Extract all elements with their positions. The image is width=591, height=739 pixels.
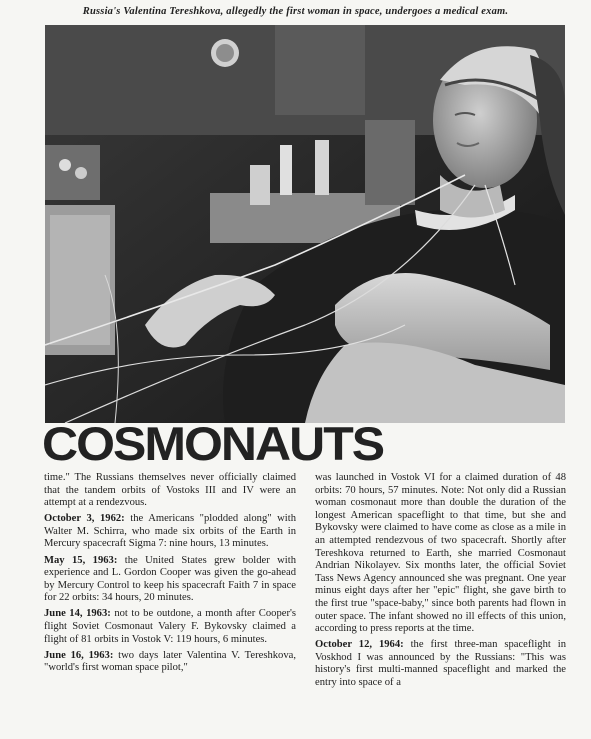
cosmonaut-photo — [45, 25, 565, 423]
cosmonaut-medical-exam-photo-icon — [45, 25, 565, 423]
date-heading: October 3, 1962: — [44, 513, 125, 525]
paragraph: June 14, 1963: not to be outdone, a month after Cooper's flight Soviet Cosmonaut Valery F. Bykovsky claimed a flight of 81 orbits in Vostok V: 119 hours, 6 minutes. — [44, 608, 297, 645]
photo-caption: Russia's Valentina Tereshkova, allegedly the first woman in space, undergoes a medical exam. — [82, 6, 509, 17]
date-heading: October 12, 1964: — [315, 639, 404, 651]
date-heading: May 15, 1963: — [44, 554, 118, 566]
paragraph: October 3, 1962: the Americans "plodded along" with Walter M. Schirra, who made six orbits of the Earth in Mercury spacecraft Sigma 7: nine hours, 13 minutes. — [44, 513, 296, 550]
left-column — [44, 472, 296, 678]
paragraph: June 16, 1963: two days later Valentina V. Tereshkova, "world's first woman space pilot," — [44, 649, 296, 674]
paragraph: October 12, 1964: the first three-man spaceflight in Voskhod I was announced by the Russians: "This was history's first multi-manned spaceflight and marked the entry into space of a — [315, 639, 566, 688]
date-heading: June 16, 1963: — [44, 649, 114, 661]
paragraph: time." The Russians themselves never officially claimed that the tandem orbits of Vostoks III and IV were an attempt at a rendezvous. — [44, 472, 296, 509]
headline: COSMONAUTS — [42, 417, 384, 471]
paragraph: was launched in Vostok VI for a claimed duration of 48 orbits: 70 hours, 57 minutes. Note: Not only did a Russian woman cosmonaut more than double the duration of the longest American spaceflight to that time, but she and Bykovsky were claimed to have come as close as a mile in an attempted rendezvous of two spacecraft. Shortly after Tereshkova returned to Earth, she married Cosmonaut Andrian Nikolayev. Six months later, the official Soviet Tass News Agency announced she was pregnant. One year minus eight days after her "epic" flight, she gave birth to the first true "space-baby," since both parents had flown in outer space. The infant showed no ill effects of this union, according to press reports at the time. — [315, 472, 566, 635]
date-heading: June 14, 1963: — [44, 608, 111, 620]
paragraph: May 15, 1963: the United States grew bolder with experience and L. Gordon Cooper was given the go-ahead by Mercury Control to keep his spacecraft Faith 7 in space for 22 orbits: 34 hours, 20 minutes. — [44, 554, 296, 604]
right-column — [315, 472, 566, 693]
